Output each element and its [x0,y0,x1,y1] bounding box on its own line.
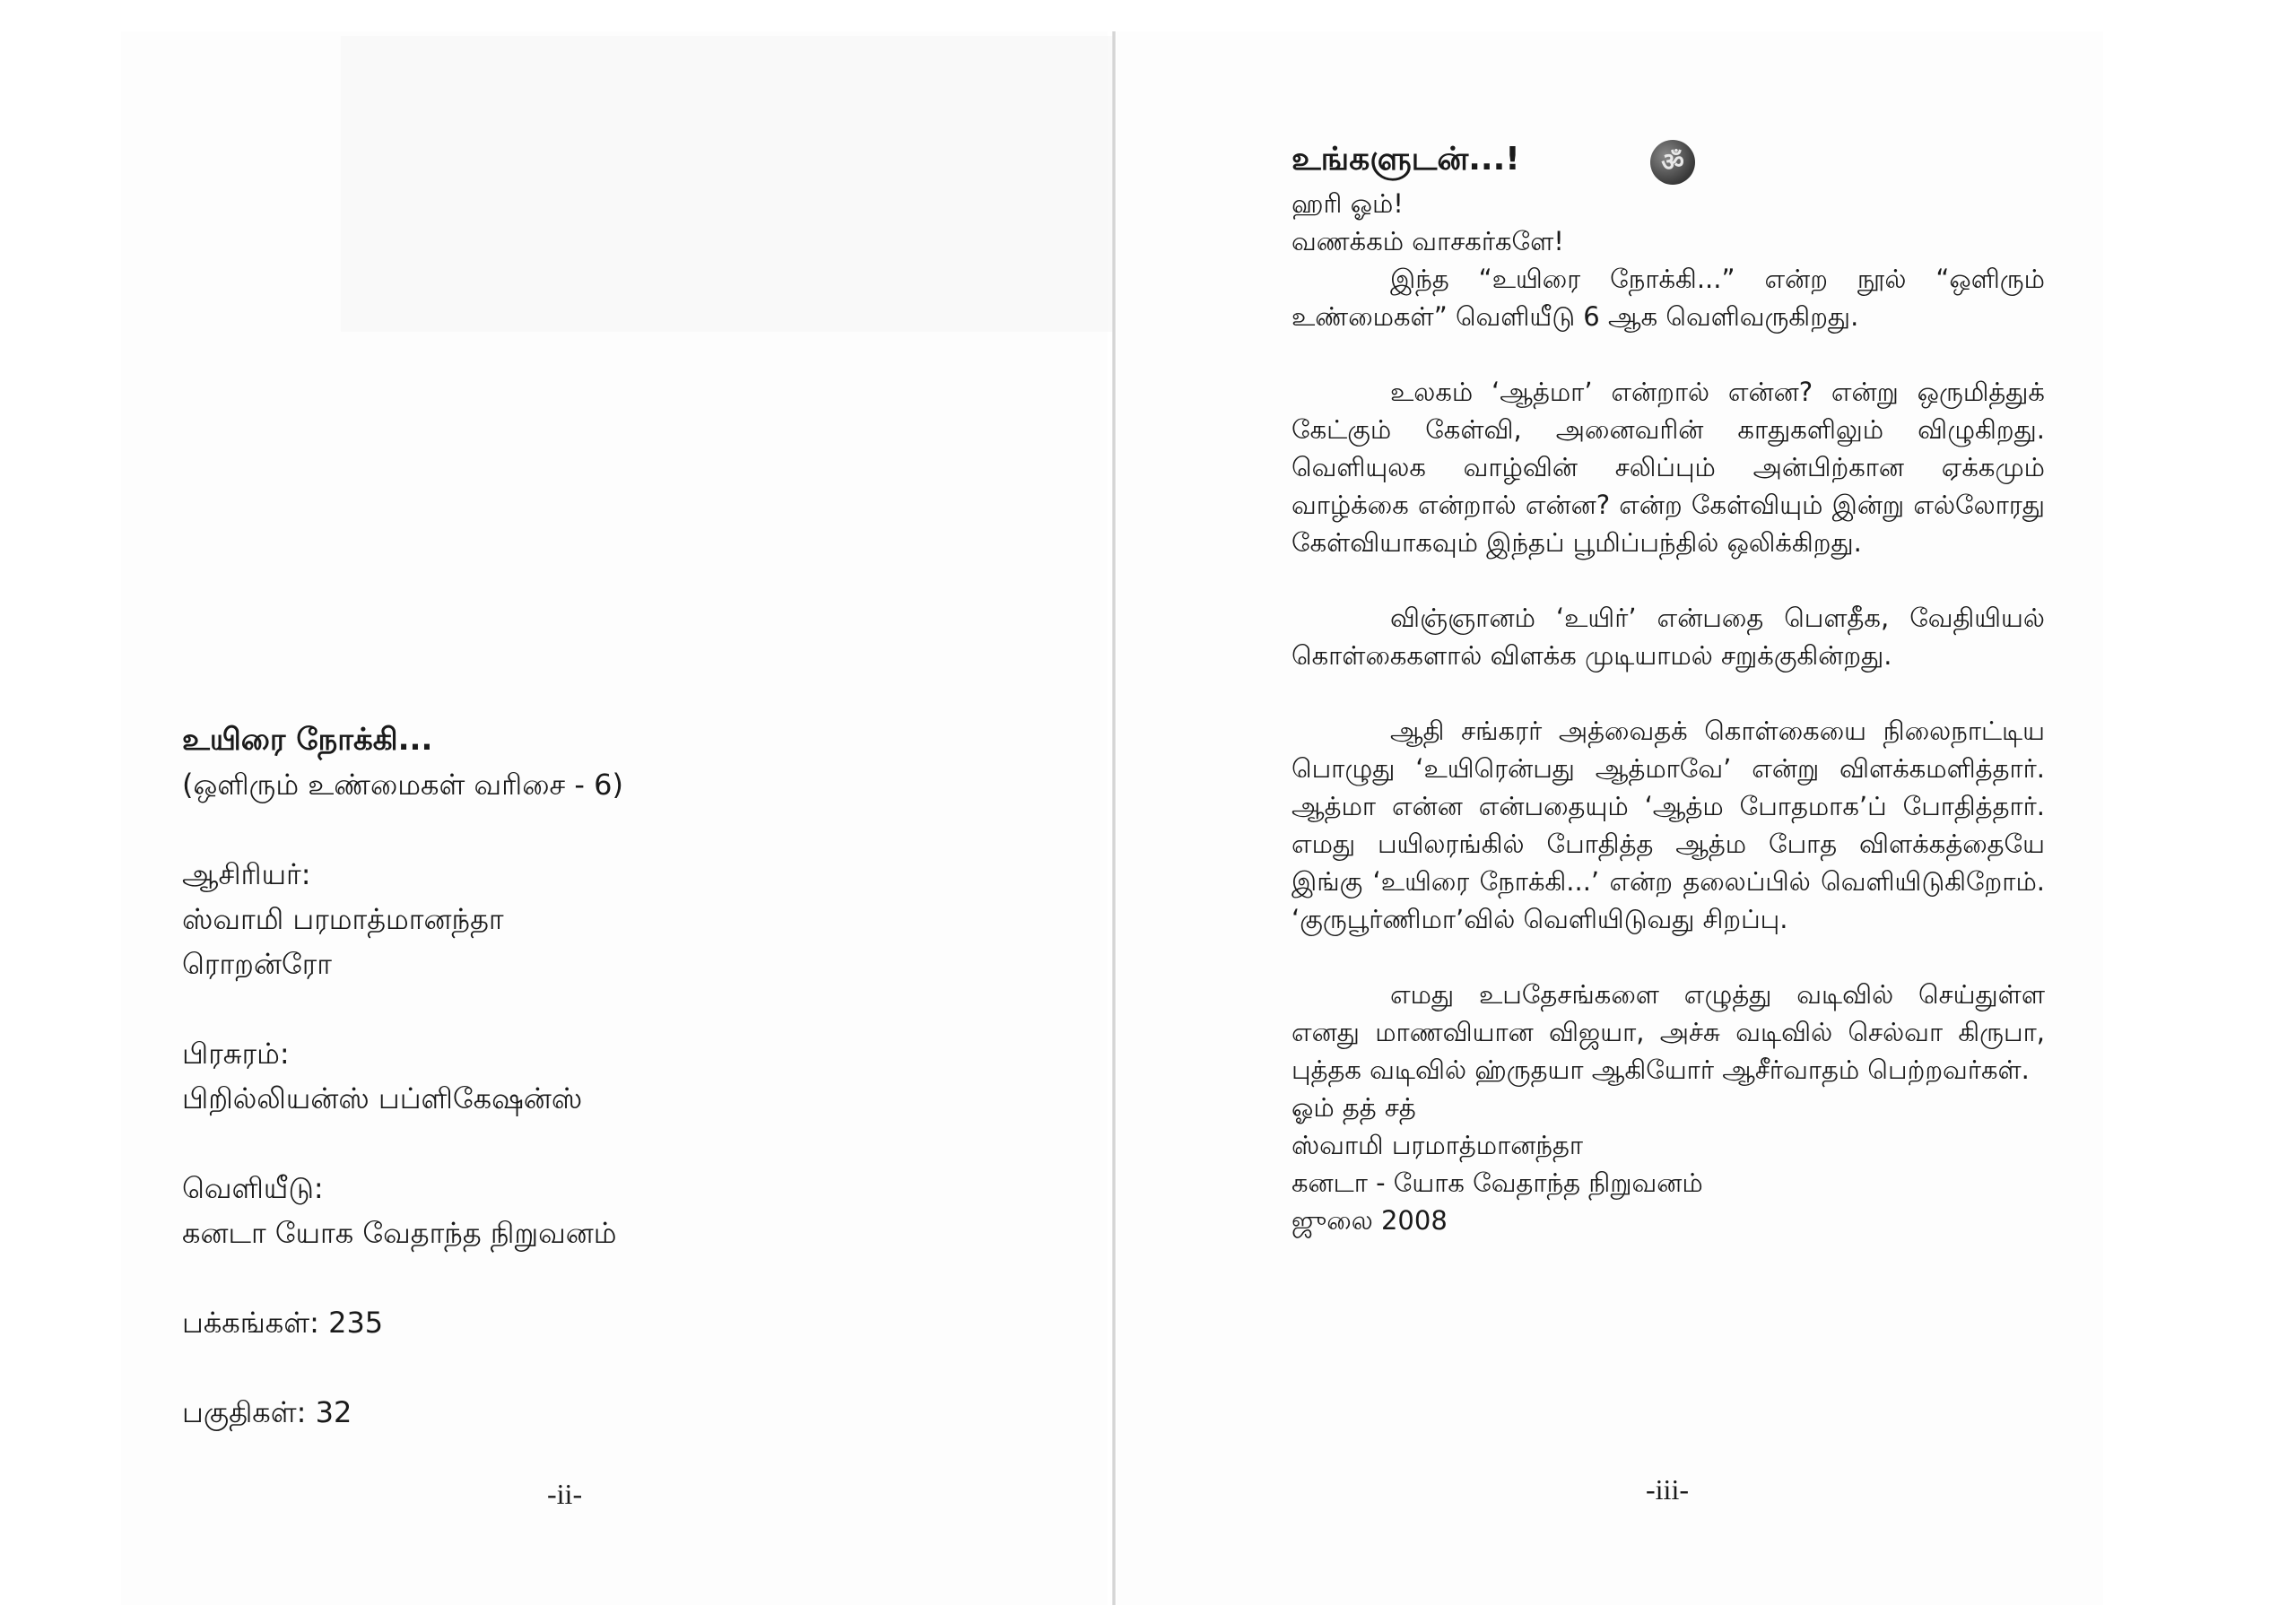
author-city: ரொறன்ரோ [182,947,332,981]
book-gutter [1112,31,1116,1605]
signature-org: கனடா - யோக வேதாந்த நிறுவனம் [1292,1167,1703,1198]
publisher-label: பிரசுரம்: [182,1037,290,1071]
release-label: வெளியீடு: [182,1171,324,1205]
paragraph-2: உலகம் ‘ஆத்மா’ என்றால் என்ன? என்று ஒருமித்துக் கேட்கும் கேள்வி, அனைவரின் காதுகளிலும் விழுகிறது. வெளியுலக வாழ்வின் சலிப்பும் அன்பிற்கான ஏக்கமும் வாழ்க்கை என்றால் என்ன? என்ற கேள்வியும் இன்று எல்லோரது கேள்வியாகவும் இந்தப் பூமிப்பந்தில் ஒலிக்கிறது. [1292,377,2045,558]
title-block [182,717,989,807]
page-number-right: -iii- [1646,1473,1689,1506]
closing-line: ஓம் தத் சத் [1292,1092,1416,1123]
paragraph-3: விஞ்ஞானம் ‘உயிர்’ என்பதை பௌதீக, வேதியியல் கொள்கைகளால் விளக்க முடியாமல் சறுக்குகின்றது. [1292,603,2045,671]
book-info [182,717,989,1435]
preface-heading-row [1292,135,2045,185]
series-label: (ஒளிரும் உண்மைகள் வரிசை - 6) [182,768,623,802]
paragraph-5: எமது உபதேசங்களை எழுத்து வடிவில் செய்துள்ள எனது மாணவியான விஜயா, அச்சு வடிவில் செல்வா கிருபா, புத்தக வடிவில் ஹ்ருதயா ஆகியோர் ஆசீர்வாதம் பெற்றவர்கள். [1292,979,2045,1085]
paragraph-1: இந்த “உயிரை நோக்கி...” என்ற நூல் “ஒளிரும் உண்மைகள்” வெளியீடு 6 ஆக வெளிவருகிறது. [1292,264,2045,332]
author-label: ஆசிரியர்: [182,857,311,891]
chapter-count: பகுதிகள்: 32 [182,1395,352,1429]
paragraph-4: ஆதி சங்கரர் அத்வைதக் கொள்கையை நிலைநாட்டிய பொழுது ‘உயிரென்பது ஆத்மாவே’ என்று விளக்கமளித்தார். ஆத்மா என்ன என்பதையும் ‘ஆத்ம போதமாக’ப் போதித்தார். எமது பயிலரங்கில் போதித்த ஆத்ம போத விளக்கத்தையே இங்கு ‘உயிரை நோக்கி...’ என்ற தலைப்பில் வெளியிடுகிறோம். ‘குருபூர்ணிமா’வில் வெளியிடுவது சிறப்பு. [1292,716,2045,934]
author-block [182,852,989,986]
greeting-line-1: ஹரி ஓம்! [1292,188,1404,219]
signature-date: ஜுலை 2008 [1292,1205,1448,1236]
preface [1292,135,2045,1239]
signature-name: ஸ்வாமி பரமாத்மானந்தா [1292,1130,1584,1160]
book-title: உயிரை நோக்கி... [182,722,433,758]
publisher-block [182,1031,989,1121]
release-name: கனடா யோக வேதாந்த நிறுவனம் [182,1216,617,1250]
page-number-left: -ii- [547,1478,583,1510]
page-count: பக்கங்கள்: 235 [182,1306,384,1340]
publisher-name: பிறில்லியன்ஸ் பப்ளிகேஷன்ஸ் [182,1081,583,1115]
author-name: ஸ்வாமி பரமாத்மானந்தா [182,902,504,936]
greeting-line-2: வணக்கம் வாசகர்களே! [1292,226,1564,256]
preface-heading: உங்களுடன்...! [1292,141,1520,178]
scan-shadow [341,36,1112,332]
release-block [182,1166,989,1255]
om-symbol-icon: ॐ [1650,140,1695,185]
